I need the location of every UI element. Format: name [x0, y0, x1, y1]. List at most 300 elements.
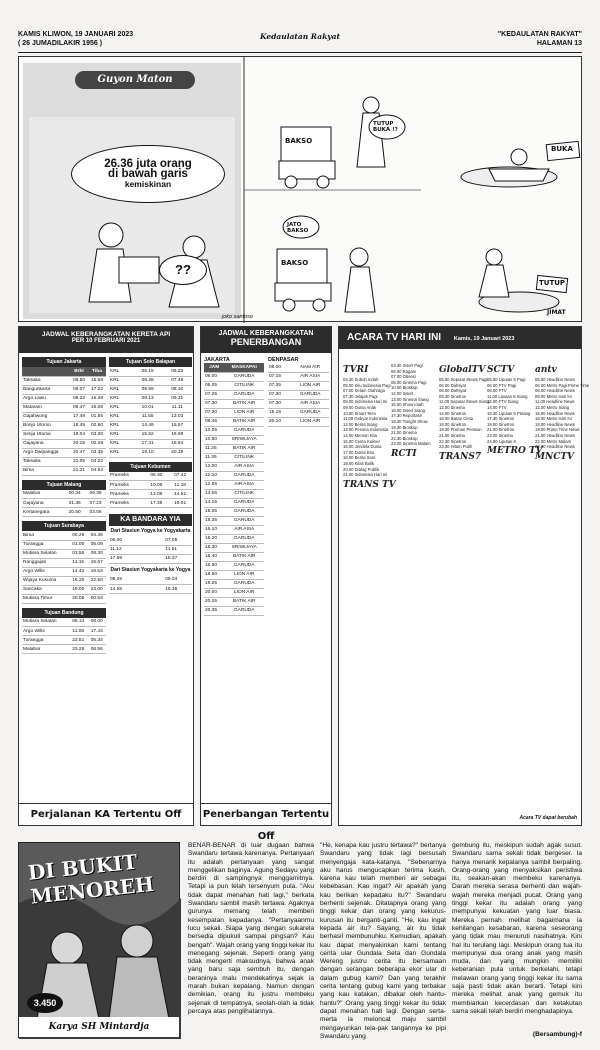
table-cell: KRL: [109, 376, 133, 385]
table-cell: 03.35: [88, 448, 106, 457]
tv-program: 12.00 Insert: [391, 390, 414, 396]
table-cell: 16.59: [162, 430, 192, 439]
tv-schedule: [338, 326, 590, 826]
table-row: [204, 372, 264, 381]
page-number: HALAMAN 13: [536, 40, 582, 47]
table-row: [109, 376, 192, 385]
table-cell: AIR ASIA: [291, 372, 329, 381]
bakso-sign-bottom: BAKSO: [281, 259, 309, 267]
table-cell: 01.55: [88, 412, 106, 421]
table-cell: 02.29: [88, 439, 106, 448]
tv-program: 08.00 Dahsyat: [439, 388, 467, 394]
table-row: [204, 453, 264, 462]
issue-date: KAMIS KLIWON, 19 JANUARI 2023: [18, 31, 134, 38]
tv-program: 15.00 Headline News: [535, 410, 575, 416]
tv-program: 06.00 FTV Pagi: [487, 382, 517, 388]
table-cell: Prameks: [109, 481, 144, 490]
table-row: [22, 466, 106, 475]
table-row: [109, 385, 192, 394]
train-header: [19, 327, 193, 353]
table-cell: BATIK AIR: [224, 552, 264, 561]
table-cell: GARUDA: [224, 471, 264, 480]
table-cell: Taksaka: [22, 457, 70, 466]
table-cell: 06.00: [204, 372, 224, 381]
tv-program: 23.30 Hitam Putih: [439, 444, 473, 450]
bubble-line-3: kemiskinan: [124, 179, 172, 189]
train-section-solo: Tujuan Solo Balapan: [109, 357, 192, 367]
tv-date: Kamis, 19 Januari 2023: [453, 336, 515, 342]
table-cell: 11.18: [168, 481, 192, 490]
table-cell: 17.43: [87, 627, 106, 636]
table-cell: 08.30: [87, 549, 106, 558]
table-cell: 04.22: [88, 457, 106, 466]
tv-program: 24.00 Liputan 6: [487, 438, 516, 444]
tv-program: 14.00 Sinetron: [439, 410, 467, 416]
table-cell: 09.22: [70, 394, 88, 403]
table-cell: LION AIR: [224, 570, 264, 579]
table-row: [22, 558, 106, 567]
channel-logo-transtv: TRANS TV: [343, 479, 396, 490]
cartoon-credit: joko santoso: [222, 314, 253, 320]
table-cell: 18.37: [151, 554, 193, 563]
table-cell: 16.28: [88, 394, 106, 403]
table-cell: KRL: [109, 448, 133, 457]
tv-program: 20.00 Dialog Publik: [343, 466, 380, 472]
tv-program: 16.00 Metro Hari Ini: [535, 416, 572, 422]
table-row: [22, 421, 106, 430]
tv-title: ACARA TV HARI INI: [347, 332, 442, 343]
table-cell: AIR ASIA: [224, 480, 264, 489]
table-cell: 21.21: [70, 466, 88, 475]
table-cell: 15.57: [87, 558, 106, 567]
cartoonist-signature: JIMAT: [547, 309, 566, 316]
table-cell: 20.19: [162, 448, 192, 457]
tv-program: 12.00 Sinema: [439, 404, 465, 410]
table-cell: KRL: [109, 421, 133, 430]
table-cell: 12.00: [204, 462, 224, 471]
tv-listing-1: [343, 377, 389, 478]
table-cell: KRL: [109, 385, 133, 394]
table-cell: 12.10: [204, 471, 224, 480]
guyon-maton-logo: Guyon Maton: [75, 71, 195, 89]
flight-jakarta-table: [204, 363, 264, 616]
table-cell: Bima: [22, 531, 69, 540]
table-cell: CITILINK: [224, 489, 264, 498]
tv-header: [339, 327, 581, 349]
tv-program: 07.00 Selam Olahraga: [343, 388, 385, 394]
table-cell: 18.53: [87, 567, 106, 576]
train-subtitle: PER 10 FEBRUARI 2021: [71, 338, 141, 344]
table-cell: 14.51: [168, 490, 192, 499]
table-row: [22, 508, 106, 517]
table-cell: 16.08: [88, 403, 106, 412]
tv-channel-col-3: [439, 363, 490, 464]
table-row: [204, 570, 264, 579]
tv-program: 17.30 Sinetron: [487, 416, 515, 422]
table-row: [204, 444, 264, 453]
table-cell: Prameks: [109, 499, 144, 508]
table-cell: 20.25: [204, 597, 224, 606]
tv-program: 06.00 Metro Pagi Prime Time: [535, 382, 590, 388]
table-cell: 03.56: [69, 549, 87, 558]
table-cell: 07.15: [268, 372, 291, 381]
channel-logo-tvri: TVRI: [343, 365, 369, 375]
table-row: [204, 471, 264, 480]
train-section-malang: Tujuan Malang: [22, 480, 106, 490]
bandara-route-a: Dari Stasiun Yogya ke Yogyakarta: [110, 528, 191, 534]
table-cell: 06.56: [87, 645, 106, 654]
table-cell: KRL: [109, 430, 133, 439]
tv-program: 08.00 FTV: [487, 388, 507, 394]
table-cell: 20.15: [70, 439, 88, 448]
tv-program: 18.00 Headline News: [535, 421, 575, 427]
table-row: [204, 507, 264, 516]
table-cell: 09.07: [70, 385, 88, 394]
train-footer: Perjalanan KA Tertentu Off: [19, 803, 193, 825]
tv-program: 21.00 Sinema: [439, 432, 465, 438]
tv-program: 23.00 Sinema Malam: [391, 441, 431, 447]
tv-channel-col-5: [535, 363, 590, 464]
table-row: [22, 412, 106, 421]
page-header: [18, 30, 582, 52]
table-cell: KRL: [109, 367, 133, 376]
table-row: [204, 390, 264, 399]
tv-program: 08.00 Headline News: [535, 388, 575, 394]
channel-logo-mnctv: MNCTV: [535, 451, 575, 462]
table-cell: BATIK AIR: [224, 417, 264, 426]
table-row: [109, 430, 192, 439]
table-cell: 06.59: [133, 385, 163, 394]
tv-program: 22.00 Metro Malam: [535, 438, 572, 444]
table-row: [268, 372, 329, 381]
tv-program: 12.00 Berita Siang: [343, 421, 378, 427]
table-cell: Prameks: [109, 490, 144, 499]
train-kebumen-table: [109, 472, 192, 509]
table-row: [22, 618, 106, 627]
table-cell: Gajayana: [22, 499, 64, 508]
table-cell: 18.45: [70, 421, 88, 430]
train-section-bandara: KA BANDARA YIA: [109, 514, 192, 526]
train-schedule: [18, 326, 194, 826]
table-row: [22, 376, 106, 385]
channel-logo-antv: antv: [535, 365, 557, 375]
table-cell: 07.23: [85, 499, 106, 508]
table-cell: Gajayana: [22, 439, 70, 448]
table-cell: 02.50: [88, 421, 106, 430]
table-cell: Ranggajati: [22, 558, 69, 567]
tv-program: 19.30 Bioskop: [391, 424, 418, 430]
tv-program: 16.00 Ikatan Cinta: [439, 416, 473, 422]
flight-denpasar-table: [268, 363, 329, 427]
table-cell: 19.25: [204, 579, 224, 588]
tv-program: 12.00 FTV Siang: [487, 399, 519, 405]
table-cell: Turangga: [22, 540, 69, 549]
table-cell: 05.15: [133, 367, 163, 376]
table-cell: Mutiara Selatan: [22, 549, 69, 558]
table-cell: 13.55: [204, 489, 224, 498]
table-cell: 06.00: [109, 536, 151, 545]
tv-program: 18.00 Sinetron: [439, 421, 467, 427]
table-cell: Prameks: [109, 472, 144, 481]
train-jakarta-table: [22, 367, 106, 476]
surabaya-rows: [22, 531, 106, 603]
tv-program: 21.00 Indonesia Hari Ini: [343, 472, 388, 478]
table-row: [204, 552, 264, 561]
table-row: [109, 481, 192, 490]
table-row: [204, 543, 264, 552]
table-cell: 04.52: [88, 466, 106, 475]
tv-credit: Acara TV dapat berubah: [519, 815, 577, 821]
table-cell: 15.35: [204, 516, 224, 525]
bandung-rows: [22, 618, 106, 654]
table-cell: 10.01: [133, 403, 163, 412]
kebumen-rows: [109, 472, 192, 508]
solo-rows: [109, 367, 192, 457]
table-cell: 11.12: [109, 545, 151, 554]
bandara-route-b: Dari Stasiun Yogyakarta ke Yogya: [110, 566, 191, 573]
tv-program: 22.30 Bioskop: [391, 435, 418, 441]
table-row: [22, 394, 106, 403]
table-row: [109, 394, 192, 403]
table-cell: 16.50: [204, 561, 224, 570]
header-rule: [18, 52, 582, 53]
table-cell: 08.25: [109, 576, 151, 585]
jakarta-rows: [22, 376, 106, 475]
table-cell: 15.35: [151, 585, 193, 594]
tv-listing-5: [535, 377, 590, 450]
tv-program: 06.00 Ragam: [391, 368, 417, 374]
table-row: [22, 645, 106, 654]
tv-program: 13.00 Pesona Indonesia: [343, 427, 389, 433]
tv-program: 11.00 Liputan 6 Siang: [487, 393, 528, 399]
tv-program: 23.00 Headline News: [535, 444, 575, 450]
table-cell: Senja Utama: [22, 430, 70, 439]
table-cell: 09.47: [70, 403, 88, 412]
table-row: [204, 516, 264, 525]
table-row: [204, 408, 264, 417]
story-continued: (Bersambung)-f: [532, 1031, 582, 1038]
table-row: [204, 579, 264, 588]
flight-schedule: [200, 326, 332, 842]
table-row: [22, 457, 106, 466]
table-row: [22, 430, 106, 439]
table-cell: 07.35: [268, 381, 291, 390]
flight-header: [201, 327, 331, 353]
table-cell: 22.51: [69, 636, 87, 645]
story-column-3: gembung itu, meskipun sudah agak susut. Swandaru sama sekali tidak bergeser. Ia hanya menarik kepalanya sambil berpaling. Orang-orang yang menyaksikan peristiwa itu, seakan-akan membeku karenanya. Darah mereka serasa berhenti dan wajah-wajah mereka menjadi pucat. Orang yang tinggi kekar itu adalah orang yang mempunyai kekuatan yang luar biasa. Mereka pernah melihat bagaimana ia kehilangan kesabaran, karena seseorang yang tidak mau menuruti nasihatnya. Kini hal itu terulang lagi. Meskipun orang tua itu mempunyai dua orang anak yang masih muda, dan yang mungkin memiliki keberanian pula untuk berkelahi, tetapi melawan orang yang tinggi kekar itu sama saja pasti tidak akan berarti. Tetapi kini mereka melihat anak yang gemuk itu membiarkan kecerdasan dan ketakutan sama sekali telah berdiri menghadapinya.: [452, 842, 582, 1015]
tv-program: 21.00 Headline News: [535, 432, 575, 438]
tv-program: 06.00 Dahsyat: [439, 382, 467, 388]
table-row: [109, 421, 192, 430]
paper-name: Kedaulatan Rakyat: [260, 32, 340, 41]
table-cell: 00.34: [64, 490, 85, 499]
table-row: [109, 448, 192, 457]
tv-program: 08.00 Indonesia Hari Ini: [343, 399, 388, 405]
table-cell: 17.48: [70, 412, 88, 421]
table-cell: NAM AIR: [291, 363, 329, 372]
table-cell: 10.05: [144, 481, 168, 490]
tv-program: 15.00 Cerita Kuliner: [343, 438, 381, 444]
comic-panel: [18, 842, 180, 1038]
bubble-line-2: di bawah garis: [108, 168, 188, 180]
table-row: [109, 585, 192, 594]
table-cell: Mutiara Selatan: [22, 618, 69, 627]
table-cell: AIR ASIA: [224, 462, 264, 471]
train-surabaya-table: [22, 531, 106, 604]
train-section-surabaya: Tujuan Surabaya: [22, 521, 106, 531]
bakso-sign-top: BAKSO: [285, 137, 313, 145]
table-row: [22, 594, 106, 603]
table-cell: 15.05: [204, 507, 224, 516]
table-cell: Gajahwong: [22, 412, 70, 421]
table-row: [109, 490, 192, 499]
table-row: [109, 536, 192, 545]
table-row: [22, 627, 106, 636]
train-solo-table: [109, 367, 192, 458]
tv-program: 11.00 Seputar iNews Siang: [439, 399, 490, 405]
table-cell: BATIK AIR: [224, 444, 264, 453]
table-cell: Kertanegara: [22, 508, 64, 517]
table-row: [22, 439, 106, 448]
table-row: [22, 636, 106, 645]
col-maskapai: MASKAPAI: [224, 363, 264, 372]
table-cell: 12.55: [204, 480, 224, 489]
editorial-cartoon: [18, 56, 582, 322]
tv-program: 11.00 Headline News: [535, 399, 575, 405]
tv-program: 05.00 Seputar iNews Pagi: [439, 377, 488, 382]
table-cell: 06.30: [144, 472, 168, 481]
table-cell: 03.06: [85, 508, 106, 517]
table-row: [22, 540, 106, 549]
tv-channel-col-4: [487, 363, 543, 458]
table-cell: 08.00: [87, 618, 106, 627]
jatoh-bubble: JATO BAKSO: [287, 222, 309, 234]
tv-program: 04.30 Insert Pagi: [391, 363, 423, 368]
table-cell: 17.22: [88, 385, 106, 394]
tv-program: 14.00 Memori Kita: [343, 432, 377, 438]
tv-program: 13.00 Metro Siang: [535, 404, 570, 410]
table-cell: 19.04: [70, 430, 88, 439]
table-cell: 20.35: [204, 606, 224, 615]
tv-program: 09.00 Metro Hari Ini: [535, 393, 572, 399]
table-cell: Bangunkarta: [22, 385, 70, 394]
table-row: [268, 399, 329, 408]
table-row: [109, 439, 192, 448]
table-cell: Argo Lawu: [22, 394, 70, 403]
flight-title-2: PENERBANGAN: [230, 337, 302, 347]
table-row: [204, 606, 264, 615]
table-row: [204, 426, 264, 435]
bandara1-rows: [109, 536, 192, 563]
table-cell: 05.09: [87, 540, 106, 549]
bandara2-rows: [109, 576, 192, 594]
table-cell: 20.47: [70, 448, 88, 457]
table-cell: 06.23: [162, 367, 192, 376]
tutup-sign: TUTUP: [539, 279, 566, 287]
train-malang-table: [22, 490, 106, 518]
table-row: [109, 472, 192, 481]
table-row: [22, 385, 106, 394]
table-cell: 16.30: [204, 543, 224, 552]
table-cell: LION AIR: [291, 417, 329, 426]
tv-program: 07.30 Jelajah Pagi: [343, 393, 378, 399]
table-cell: 07.05: [151, 536, 193, 545]
table-cell: 11.51: [151, 545, 193, 554]
table-cell: 10.50: [204, 435, 224, 444]
bubble-line-1: 26.36 juta orang: [104, 158, 192, 170]
channel-logo-globaltv: GlobalTV: [439, 365, 486, 375]
table-cell: 01.00: [69, 540, 87, 549]
table-row: [204, 498, 264, 507]
table-cell: 07.25: [204, 390, 224, 399]
table-row: [268, 381, 329, 390]
table-cell: 23.00: [87, 585, 106, 594]
bandara-table-2: [109, 576, 192, 595]
table-row: [204, 597, 264, 606]
channel-logo-sctv: SCTV: [487, 365, 515, 375]
table-cell: Sancaka: [22, 585, 69, 594]
tv-program: 05.00 Kilu Indonesia Pagi: [343, 382, 391, 388]
train-bandung-table: [22, 618, 106, 655]
table-cell: 08.14: [69, 618, 87, 627]
tv-program: 14.00 FTV: [487, 404, 507, 410]
table-cell: GARUDA: [224, 507, 264, 516]
table-cell: Argo Dwipangga: [22, 448, 70, 457]
table-row: [204, 588, 264, 597]
table-cell: Bima: [22, 466, 70, 475]
channel-logo-metrotv: METRO TV: [487, 446, 543, 457]
table-cell: KRL: [109, 394, 133, 403]
tv-program: 19.00 Prime Time News: [535, 427, 580, 433]
table-cell: KRL: [109, 403, 133, 412]
table-cell: 14.55: [109, 585, 151, 594]
table-cell: 00.29: [69, 531, 87, 540]
table-cell: CITILINK: [224, 381, 264, 390]
train-left-column: [22, 357, 106, 654]
table-cell: 08.10: [162, 385, 192, 394]
table-cell: 15.52: [133, 430, 163, 439]
flight-denpasar-column: [268, 357, 329, 427]
flight-title-1: JADWAL KEBERANGKATAN: [218, 330, 314, 337]
table-cell: 03.00: [88, 430, 106, 439]
table-cell: 05.34: [87, 636, 106, 645]
table-cell: 17.35: [144, 499, 168, 508]
table-cell: Turangga: [22, 636, 69, 645]
table-cell: GARUDA: [224, 606, 264, 615]
bandara-table-1: [109, 536, 192, 564]
table-row: [22, 567, 106, 576]
table-cell: 07.48: [162, 376, 192, 385]
tv-program: 23.00 Sinema: [487, 432, 513, 438]
flight-jakarta-rows: [204, 372, 264, 615]
tv-program: 16.00 Insert Siang: [391, 407, 425, 413]
table-cell: 15.15: [268, 408, 291, 417]
tv-program: 04.30 Subuh Indah: [343, 377, 379, 382]
flight-city-denpasar: DENPASAR: [268, 357, 299, 363]
table-cell: 17.58: [109, 554, 151, 563]
channel-logo-rcti: RCTI: [391, 448, 417, 459]
table-cell: 20.00: [204, 588, 224, 597]
tv-program: 10.00 Smart Teen: [343, 410, 376, 416]
tv-program: 21.00 Sinema: [391, 430, 417, 436]
table-row: [109, 554, 192, 563]
table-row: [22, 499, 106, 508]
table-cell: Mutiara Timur: [22, 594, 69, 603]
tv-program: 18.30 Tonight Show: [391, 418, 428, 424]
table-cell: GARUDA: [224, 561, 264, 570]
table-cell: SRIWIJAYA: [224, 435, 264, 444]
tv-program: 19.30 Preman Pensiun: [439, 427, 482, 433]
